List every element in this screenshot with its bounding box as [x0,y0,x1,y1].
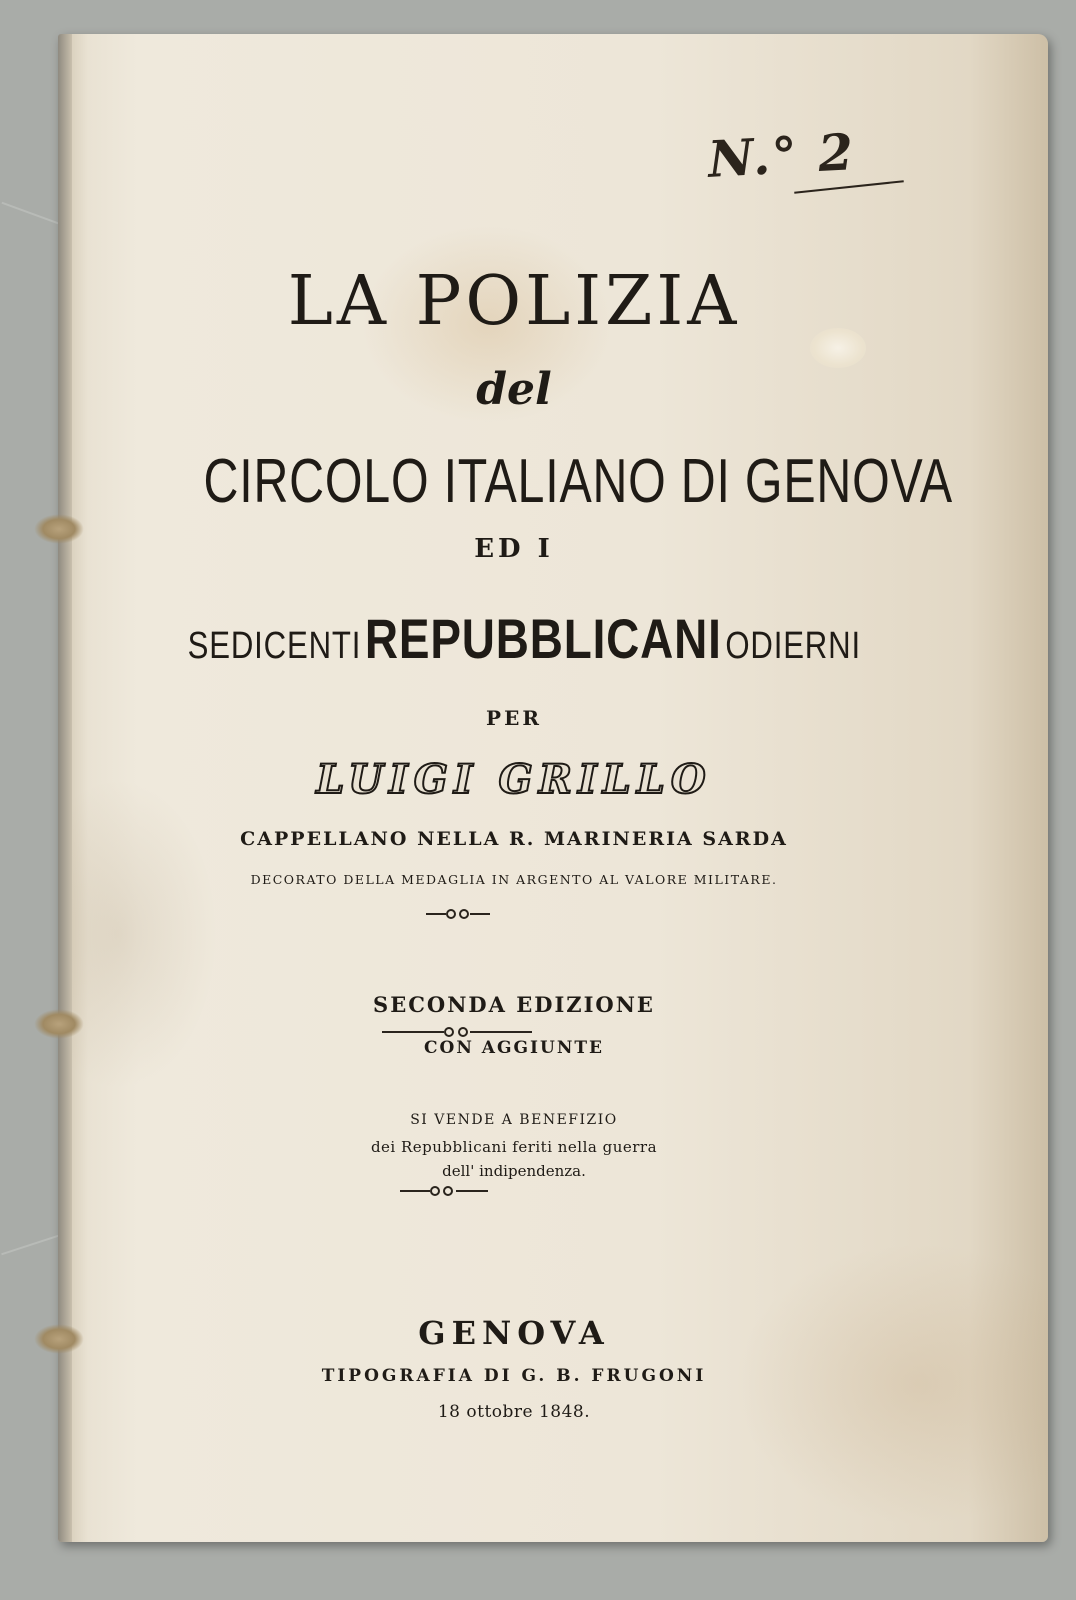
ornament-divider [382,1026,532,1038]
subject-line [187,606,861,671]
binding-thread [34,1324,84,1354]
backdrop-crease [1,1235,59,1255]
author-name: LUIGI GRILLO [316,756,712,803]
sale-notice-line: dei Repubblicani feriti nella guerra [370,1138,658,1156]
handwritten-number: N.° 2 [706,122,857,189]
imprint-date: 18 ottobre 1848. [437,1402,591,1422]
title-conjunction: ED I [474,534,554,564]
author-honor: DECORATO DELLA MEDAGLIA IN ARGENTO AL VALORE MILITARE. [250,872,778,887]
subject-suffix: ODIERNI [725,625,861,667]
byline-prefix: PER [486,706,542,730]
subject-main: REPUBBLICANI [364,607,722,670]
title-connector: del [476,364,552,415]
binding-thread [34,514,84,544]
edition-label: SECONDA EDIZIONE [373,992,655,1017]
ornament-divider [400,1185,488,1197]
author-role: CAPPELLANO NELLA R. MARINERIA SARDA [240,828,788,850]
organization-name: CIRCOLO ITALIANO DI GENOVA [203,447,953,516]
backdrop-crease [1,202,58,224]
subject-prefix: SEDICENTI [187,625,362,667]
sale-notice-line: dell' indipendenza. [442,1162,586,1180]
title-page [58,34,1048,1542]
ornament-divider [426,908,490,920]
edition-note: CON AGGIUNTE [424,1038,604,1058]
book-title: LA POLIZIA [287,262,741,341]
imprint-printer: TIPOGRAFIA DI G. B. FRUGONI [321,1366,707,1386]
sale-notice-line: SI VENDE A BENEFIZIO [410,1112,618,1128]
imprint-city: GENOVA [418,1314,610,1352]
binding-thread [34,1009,84,1039]
